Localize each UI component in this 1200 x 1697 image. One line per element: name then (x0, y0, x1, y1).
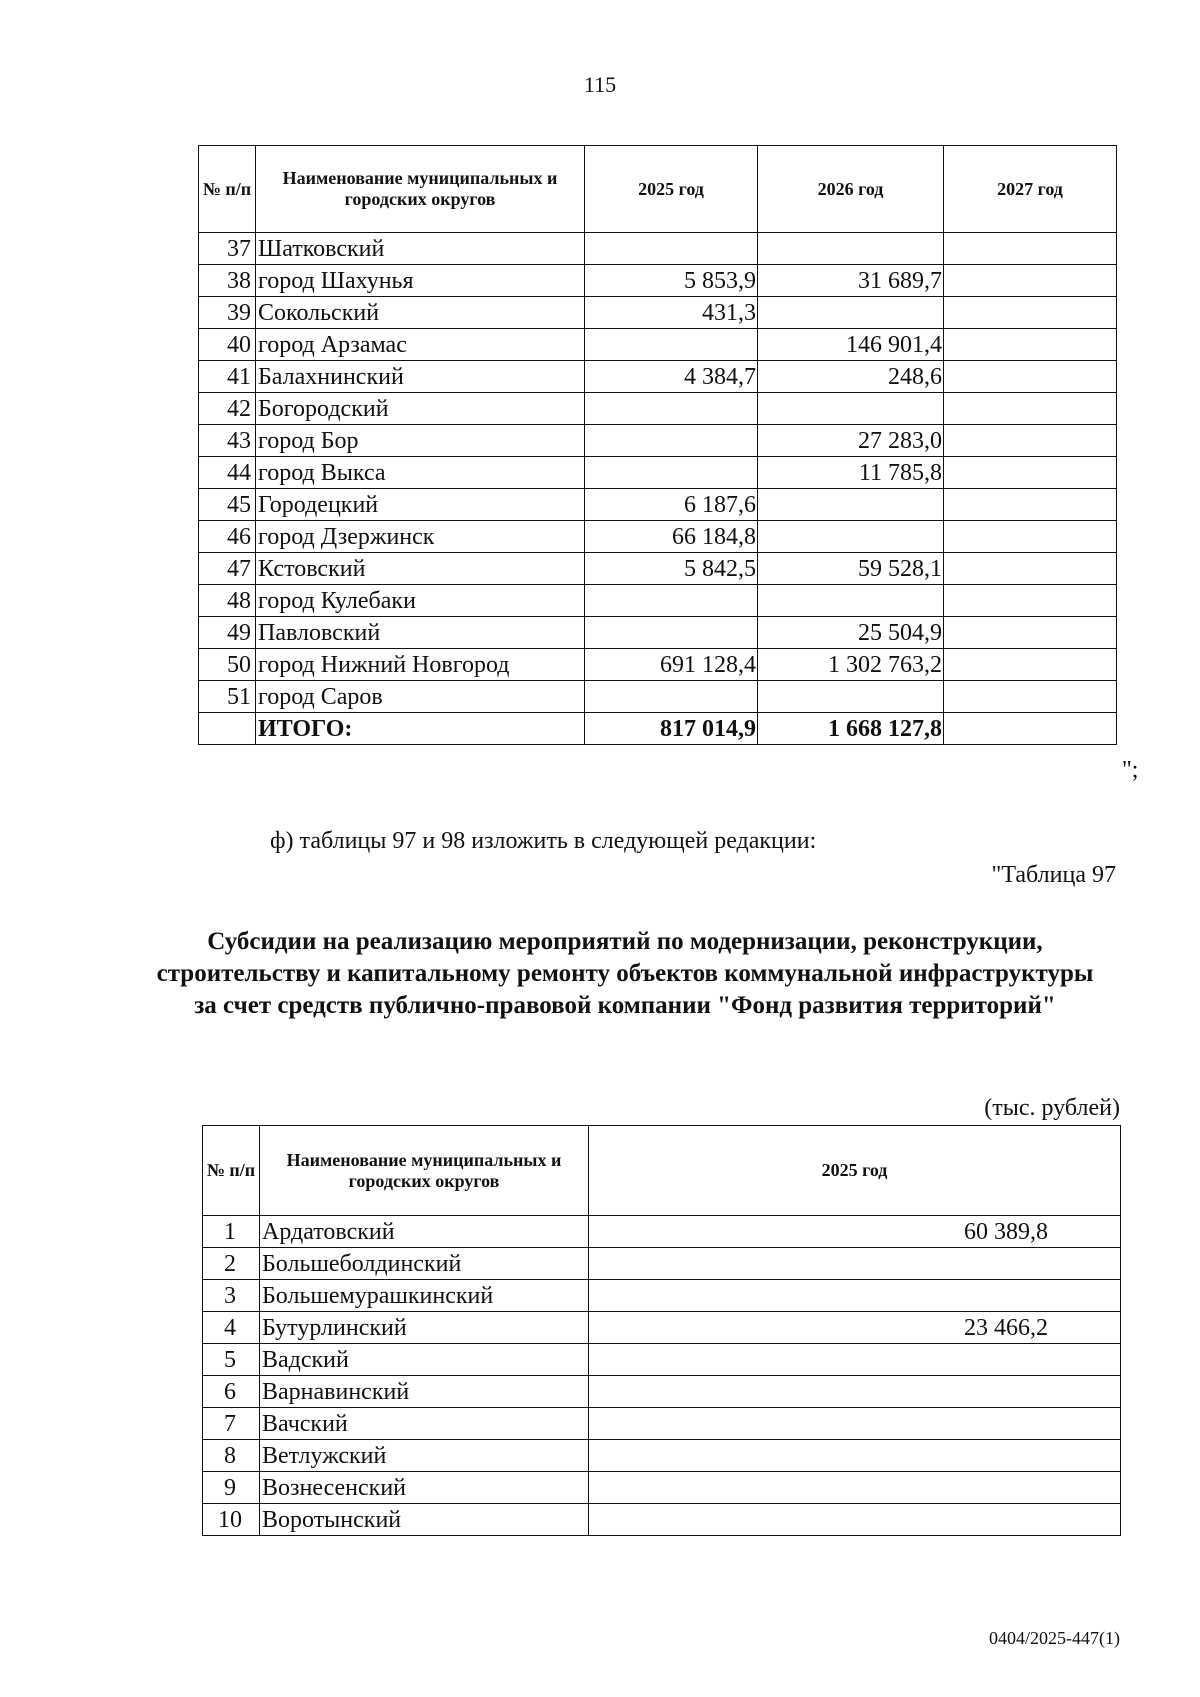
municipality-name: Ветлужский (260, 1440, 589, 1472)
row-index: 8 (203, 1440, 260, 1472)
header-name: Наименование муниципальных и городских округов (256, 146, 585, 233)
value-2025 (585, 329, 758, 361)
row-index: 46 (199, 521, 256, 553)
value-2025 (589, 1248, 1121, 1280)
value-2025 (585, 393, 758, 425)
value-2027 (944, 521, 1117, 553)
value-2026: 31 689,7 (758, 265, 944, 297)
municipality-name: Балахнинский (256, 361, 585, 393)
table-row (203, 1440, 1121, 1472)
value-2027 (944, 393, 1117, 425)
value-2025: 691 128,4 (585, 649, 758, 681)
header-number: № п/п (199, 146, 256, 233)
municipality-name: Павловский (256, 617, 585, 649)
value-2025 (589, 1504, 1121, 1536)
value-2027 (944, 489, 1117, 521)
table-row (203, 1376, 1121, 1408)
table-row (203, 1280, 1121, 1312)
municipality-name: город Саров (256, 681, 585, 713)
units-label: (тыс. рублей) (984, 1095, 1120, 1121)
total-label: ИТОГО: (256, 713, 585, 745)
row-index: 7 (203, 1408, 260, 1440)
header-name: Наименование муниципальных и городских округов (260, 1126, 589, 1216)
value-2025 (589, 1408, 1121, 1440)
row-index: 10 (203, 1504, 260, 1536)
value-2027 (944, 329, 1117, 361)
total-row (199, 713, 1117, 745)
municipality-name: город Арзамас (256, 329, 585, 361)
table-row (199, 681, 1117, 713)
value-2026 (758, 521, 944, 553)
closing-quote-mark: "; (1122, 757, 1139, 783)
value-2027 (944, 649, 1117, 681)
municipality-name: город Шахунья (256, 265, 585, 297)
row-index: 49 (199, 617, 256, 649)
table-row (203, 1312, 1121, 1344)
value-2025 (589, 1440, 1121, 1472)
row-index: 42 (199, 393, 256, 425)
value-2025 (589, 1280, 1121, 1312)
municipality-name: город Дзержинск (256, 521, 585, 553)
row-index: 48 (199, 585, 256, 617)
value-2026 (758, 681, 944, 713)
value-2025 (585, 585, 758, 617)
table-row (199, 297, 1117, 329)
page-number: 115 (583, 72, 617, 97)
municipality-name: город Нижний Новгород (256, 649, 585, 681)
row-index: 2 (203, 1248, 260, 1280)
table-row (199, 489, 1117, 521)
row-index: 38 (199, 265, 256, 297)
municipality-name: Сокольский (256, 297, 585, 329)
value-2027 (944, 681, 1117, 713)
row-index: 6 (203, 1376, 260, 1408)
value-2026: 27 283,0 (758, 425, 944, 457)
table-label: "Таблица 97 (991, 862, 1116, 888)
municipality-name: Большеболдинский (260, 1248, 589, 1280)
row-index: 50 (199, 649, 256, 681)
table-row (203, 1504, 1121, 1536)
table-row (199, 233, 1117, 265)
value-2025: 431,3 (585, 297, 758, 329)
value-2027 (944, 297, 1117, 329)
row-index: 5 (203, 1344, 260, 1376)
municipality-name: город Кулебаки (256, 585, 585, 617)
table-row (199, 585, 1117, 617)
amendment-paragraph: ф) таблицы 97 и 98 изложить в следующей редакции: (270, 828, 817, 854)
municipality-name: Воротынский (260, 1504, 589, 1536)
table-row (203, 1408, 1121, 1440)
value-2027 (944, 457, 1117, 489)
municipality-name: Варнавинский (260, 1376, 589, 1408)
municipality-name: Вознесенский (260, 1472, 589, 1504)
value-2025 (589, 1472, 1121, 1504)
municipality-name: Ардатовский (260, 1216, 589, 1248)
table-heading: Субсидии на реализацию мероприятий по модернизации, реконструкции, строительству и капитальному ремонту объектов коммунальной инфраструктуры за счет средств публично-правовой компании "Фонд развития территорий" (156, 928, 1094, 1019)
value-2026 (758, 233, 944, 265)
municipality-name: Кстовский (256, 553, 585, 585)
municipal-table-continued (198, 145, 1117, 745)
table-row (199, 329, 1117, 361)
value-2026: 11 785,8 (758, 457, 944, 489)
table-row (203, 1344, 1121, 1376)
table-row (199, 425, 1117, 457)
value-2025: 60 389,8 (589, 1216, 1121, 1248)
value-2026 (758, 393, 944, 425)
value-2025 (585, 233, 758, 265)
value-2026: 25 504,9 (758, 617, 944, 649)
header-2027: 2027 год (944, 146, 1117, 233)
value-2026 (758, 489, 944, 521)
row-index: 41 (199, 361, 256, 393)
municipality-name: Богородский (256, 393, 585, 425)
table-row (199, 617, 1117, 649)
header-2025: 2025 год (589, 1126, 1121, 1216)
municipality-name: Бутурлинский (260, 1312, 589, 1344)
value-2027 (944, 617, 1117, 649)
value-2025 (585, 681, 758, 713)
total-2027 (944, 713, 1117, 745)
municipality-name: Вадский (260, 1344, 589, 1376)
table-row (199, 553, 1117, 585)
value-2027 (944, 265, 1117, 297)
table-row (199, 649, 1117, 681)
table-row (203, 1472, 1121, 1504)
total-2025: 817 014,9 (585, 713, 758, 745)
header-2025: 2025 год (585, 146, 758, 233)
row-index: 47 (199, 553, 256, 585)
table-row (199, 521, 1117, 553)
value-2027 (944, 425, 1117, 457)
municipality-name: город Выкса (256, 457, 585, 489)
value-2025 (585, 617, 758, 649)
row-index: 43 (199, 425, 256, 457)
value-2025 (589, 1376, 1121, 1408)
row-index: 39 (199, 297, 256, 329)
table-row (203, 1216, 1121, 1248)
municipality-name: Шатковский (256, 233, 585, 265)
municipality-name: Вачский (260, 1408, 589, 1440)
subsidy-table (202, 1125, 1121, 1536)
table-row (203, 1248, 1121, 1280)
value-2025 (585, 425, 758, 457)
municipality-name: Городецкий (256, 489, 585, 521)
value-2026: 59 528,1 (758, 553, 944, 585)
value-2026 (758, 585, 944, 617)
value-2025: 66 184,8 (585, 521, 758, 553)
municipality-name: город Бор (256, 425, 585, 457)
value-2027 (944, 553, 1117, 585)
value-2027 (944, 585, 1117, 617)
value-2025: 5 842,5 (585, 553, 758, 585)
value-2027 (944, 361, 1117, 393)
value-2026 (758, 297, 944, 329)
document-code: 0404/2025-447(1) (989, 1628, 1120, 1648)
municipality-name: Большемурашкинский (260, 1280, 589, 1312)
row-index: 40 (199, 329, 256, 361)
table-row (199, 361, 1117, 393)
header-2026: 2026 год (758, 146, 944, 233)
row-index: 44 (199, 457, 256, 489)
value-2025 (585, 457, 758, 489)
value-2025: 5 853,9 (585, 265, 758, 297)
header-number: № п/п (203, 1126, 260, 1216)
table-row (199, 265, 1117, 297)
row-index: 45 (199, 489, 256, 521)
value-2026: 146 901,4 (758, 329, 944, 361)
value-2026: 1 302 763,2 (758, 649, 944, 681)
row-index: 51 (199, 681, 256, 713)
value-2025: 23 466,2 (589, 1312, 1121, 1344)
value-2025 (589, 1344, 1121, 1376)
value-2025: 4 384,7 (585, 361, 758, 393)
row-index: 4 (203, 1312, 260, 1344)
table-row (199, 393, 1117, 425)
row-index: 3 (203, 1280, 260, 1312)
row-index: 9 (203, 1472, 260, 1504)
total-index (199, 713, 256, 745)
value-2027 (944, 233, 1117, 265)
table-row (199, 457, 1117, 489)
value-2025: 6 187,6 (585, 489, 758, 521)
total-2026: 1 668 127,8 (758, 713, 944, 745)
value-2026: 248,6 (758, 361, 944, 393)
row-index: 1 (203, 1216, 260, 1248)
row-index: 37 (199, 233, 256, 265)
